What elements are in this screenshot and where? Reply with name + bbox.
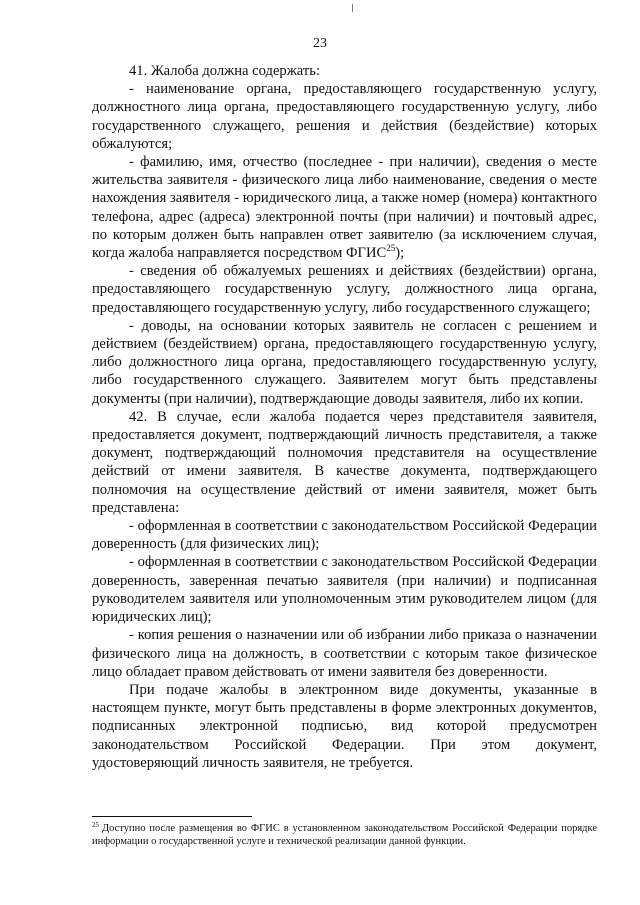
paragraph-list-item-appointment-copy: - копия решения о назначении или об избрании либо приказа о назначении физического лица на должность, в соответствии с которым такое физическое лицо обладает правом действовать от имени заявителя без доверенности. (92, 627, 597, 680)
footnote-reference[interactable]: 25 (386, 243, 396, 254)
paragraph-list-item-arguments: - доводы, на основании которых заявитель не согласен с решением и действием (бездействием) органа, предоставляющего государственную услугу, либо должностного лица органа, предоставляющего государственную услугу, либо государственного служащего. Заявителем могут быть представлены документы (при наличии), подтверждающие доводы заявителя, либо их копии. (92, 317, 597, 407)
paragraph-text: - фамилию, имя, отчество (последнее - при наличии), сведения о месте жительства заявителя - физического лица либо наименование, сведения о месте нахождения заявителя - юридического лица, а также номер (номера) контактного телефона, адрес (адреса) электронной почты (при наличии) и почтовый адрес, по которым должен быть направлен ответ заявителю (за исключением случая, когда жалоба направляется посредством ФГИС (92, 154, 597, 262)
scan-artifact (352, 4, 353, 12)
paragraph-list-item-applicant-info (92, 153, 597, 262)
footnote-marker: 25 (92, 820, 99, 829)
page-number: 23 (313, 36, 327, 51)
paragraph-list-item-body-name: - наименование органа, предоставляющего государственную услугу, должностного лица органа, предоставляющего государственную услугу, либо государственного служащего, решения и действия (бездействие) которых обжалуются; (92, 81, 597, 152)
paragraph-text-tail: ); (395, 245, 405, 262)
footnote (92, 822, 597, 848)
paragraph-electronic-submission: При подаче жалобы в электронном виде документы, указанные в настоящем пункте, могут быть представлены в форме электронных документов, подписанных электронной подписью, вид которой предусмотрен законодательством Российской Федерации. При этом документ, удостоверяющий личность заявителя, не требуется. (92, 681, 597, 771)
paragraph-list-item-legal-entity-poa: - оформленная в соответствии с законодательством Российской Федерации доверенность, заверенная печатью заявителя (при наличии) и подписанная руководителем заявителя или уполномоченным этим руководителем лицом (для юридических лиц); (92, 554, 597, 626)
paragraph-list-item-individual-poa: - оформленная в соответствии с законодательством Российской Федерации доверенность (для физических лиц); (92, 518, 597, 553)
footnote-text: Доступно после размещения во ФГИС в установленном законодательством Российской Федерации порядке информации о государственной услуге и технической реализации данной функции. (92, 823, 597, 847)
paragraph-41-heading: 41. Жалоба должна содержать: (129, 63, 320, 79)
document-body (92, 62, 597, 772)
paragraph-list-item-appealed-decisions: - сведения об обжалуемых решениях и действиях (бездействии) органа, предоставляющего государственную услугу, должностного лица органа, предоставляющего государственную услугу, либо государственного служащего; (92, 263, 597, 316)
paragraph-42-representative: 42. В случае, если жалоба подается через представителя заявителя, предоставляется документ, подтверждающий личность представителя, а также документ, подтверждающий полномочия представителя на осуществление действий от имени заявителя. В качестве документа, подтверждающего полномочия на осуществление действий от имени заявителя, может быть представлена: (92, 408, 597, 516)
footnote-divider (92, 816, 252, 817)
